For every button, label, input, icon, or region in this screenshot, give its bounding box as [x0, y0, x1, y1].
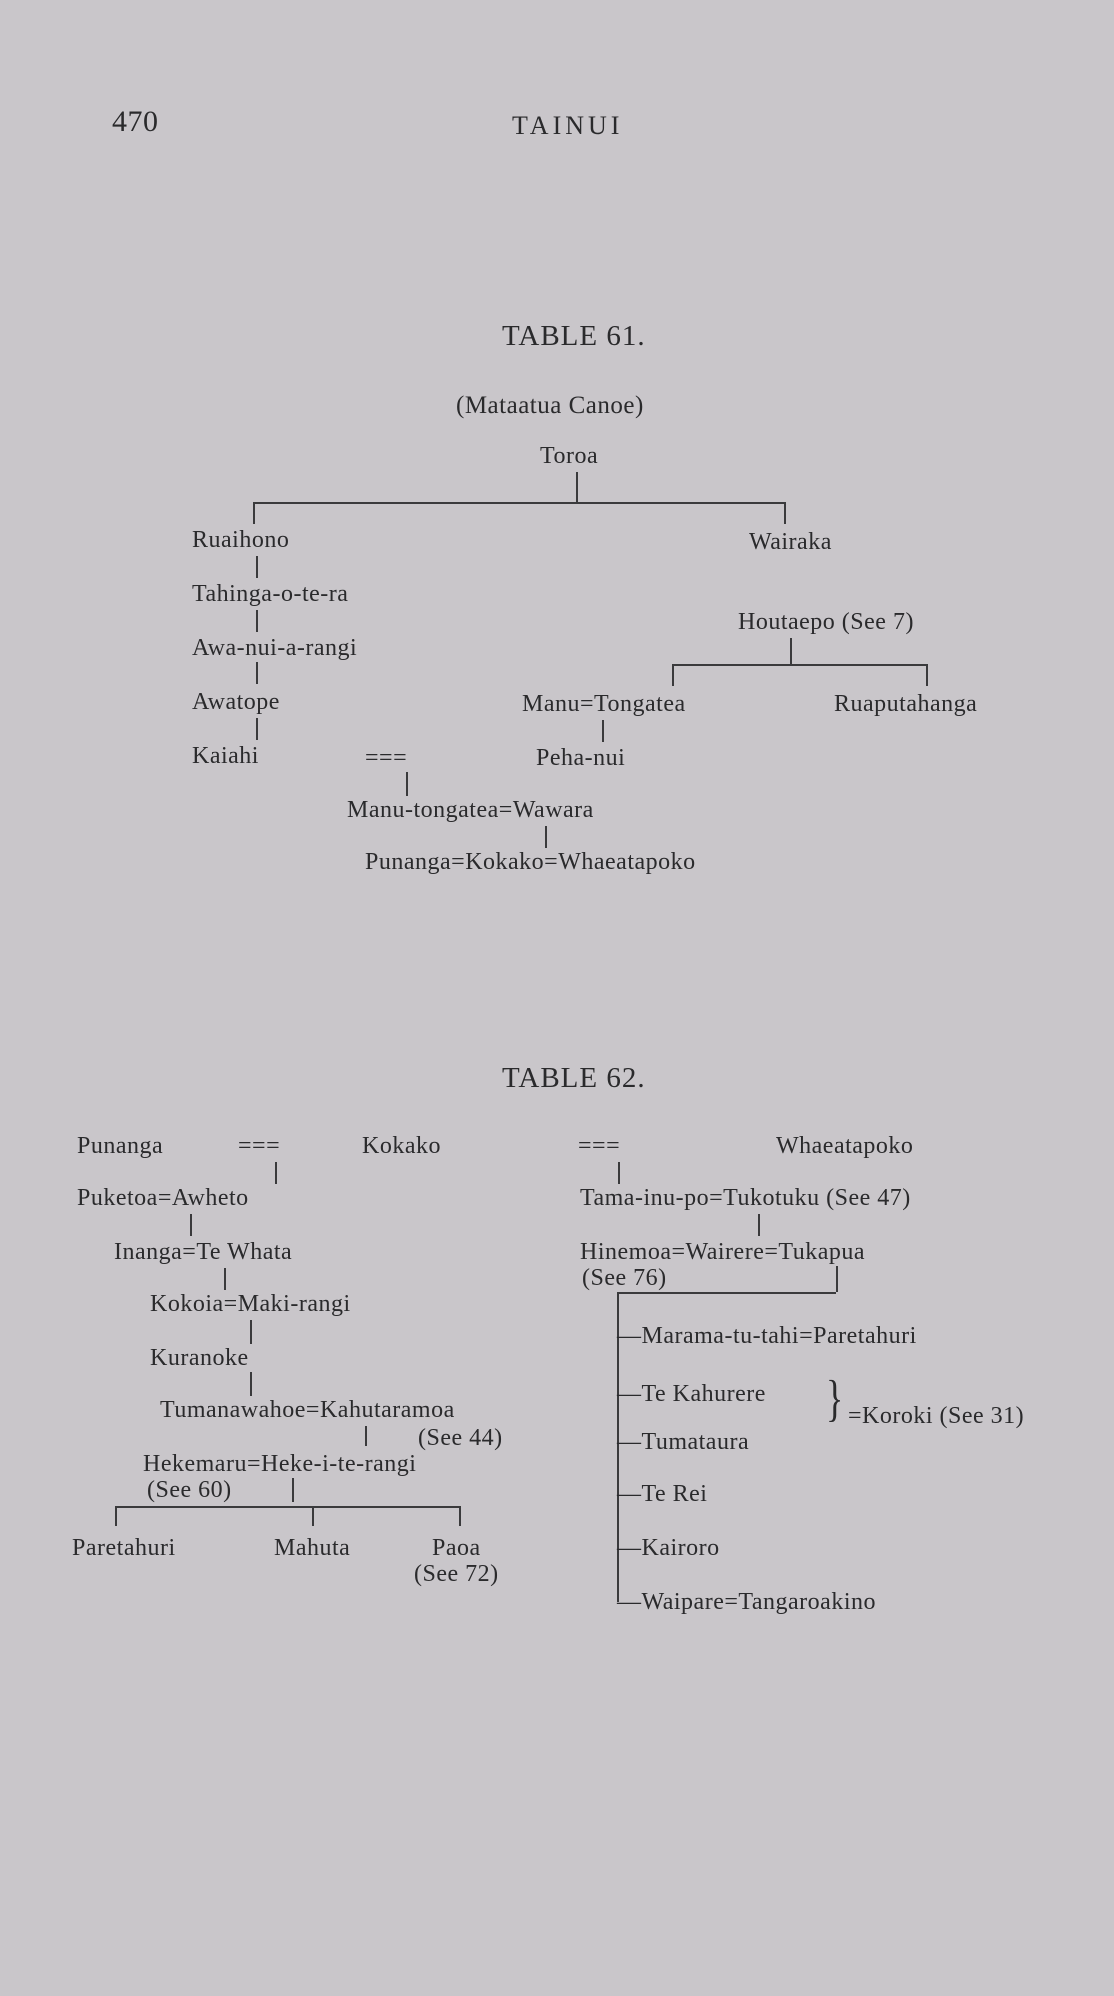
see-72-ref: (See 72) [414, 1561, 499, 1587]
manu-wawara-entry: Manu-tongatea=Wawara [347, 797, 594, 823]
genealogy-name: Whaeatapoko [776, 1133, 914, 1159]
genealogy-name: Mahuta [274, 1535, 351, 1561]
child-entry: —Kairoro [617, 1535, 720, 1561]
child-entry: —Waipare=Tangaroakino [617, 1589, 876, 1615]
running-title: TAINUI [512, 111, 624, 140]
genealogy-name: Peha-nui [536, 745, 626, 771]
child-entry: —Te Rei [617, 1481, 708, 1507]
houtaepo-entry: Houtaepo (See 7) [738, 609, 914, 635]
genealogy-name: Punanga [77, 1133, 164, 1159]
tumanawahoe-entry: Tumanawahoe=Kahutaramoa [160, 1397, 455, 1423]
hekemaru-entry: Hekemaru=Heke-i-te-rangi [143, 1451, 417, 1477]
genealogy-name: Awa-nui-a-rangi [192, 635, 358, 661]
table-62-title: TABLE 62. [502, 1062, 646, 1094]
child-entry: —Te Kahurere [617, 1381, 766, 1407]
genealogy-name: Wairaka [749, 529, 832, 555]
table-61-title: TABLE 61. [502, 320, 646, 352]
genealogy-name: Ruaihono [192, 527, 290, 553]
genealogy-name: Kaiahi [192, 743, 259, 769]
genealogy-name: Kuranoke [150, 1345, 249, 1371]
puketoa-entry: Puketoa=Awheto [77, 1185, 249, 1211]
koroki-entry: =Koroki (See 31) [848, 1403, 1025, 1429]
inanga-entry: Inanga=Te Whata [114, 1239, 293, 1265]
manu-tongatea-entry: Manu=Tongatea [522, 691, 686, 717]
kokoia-entry: Kokoia=Maki-rangi [150, 1291, 351, 1317]
see-76-ref: (See 76) [582, 1265, 667, 1291]
child-entry: —Tumataura [617, 1429, 750, 1455]
page-number: 470 [112, 105, 159, 138]
marriage-sign: === [365, 745, 408, 771]
genealogy-name: Paretahuri [72, 1535, 176, 1561]
genealogy-name: Paoa [432, 1535, 481, 1561]
hinemoa-entry: Hinemoa=Wairere=Tukapua [580, 1239, 866, 1265]
table-61-subtitle: (Mataatua Canoe) [456, 392, 644, 419]
genealogy-name: Kokako [362, 1133, 441, 1159]
genealogy-name: Tahinga-o-te-ra [192, 581, 349, 607]
genealogy-name: Ruaputahanga [834, 691, 978, 717]
marriage-sign: === [238, 1133, 281, 1159]
child-entry: —Marama-tu-tahi=Paretahuri [617, 1323, 917, 1349]
brace-glyph: } [826, 1370, 844, 1426]
genealogy-name: Awatope [192, 689, 280, 715]
punanga-line-entry: Punanga=Kokako=Whaeatapoko [365, 849, 696, 875]
see-60-ref: (See 60) [147, 1477, 232, 1503]
tama-inu-po-entry: Tama-inu-po=Tukotuku (See 47) [580, 1185, 911, 1211]
marriage-sign: === [578, 1133, 621, 1159]
root-toroa: Toroa [540, 443, 599, 469]
see-44-ref: (See 44) [418, 1425, 503, 1451]
